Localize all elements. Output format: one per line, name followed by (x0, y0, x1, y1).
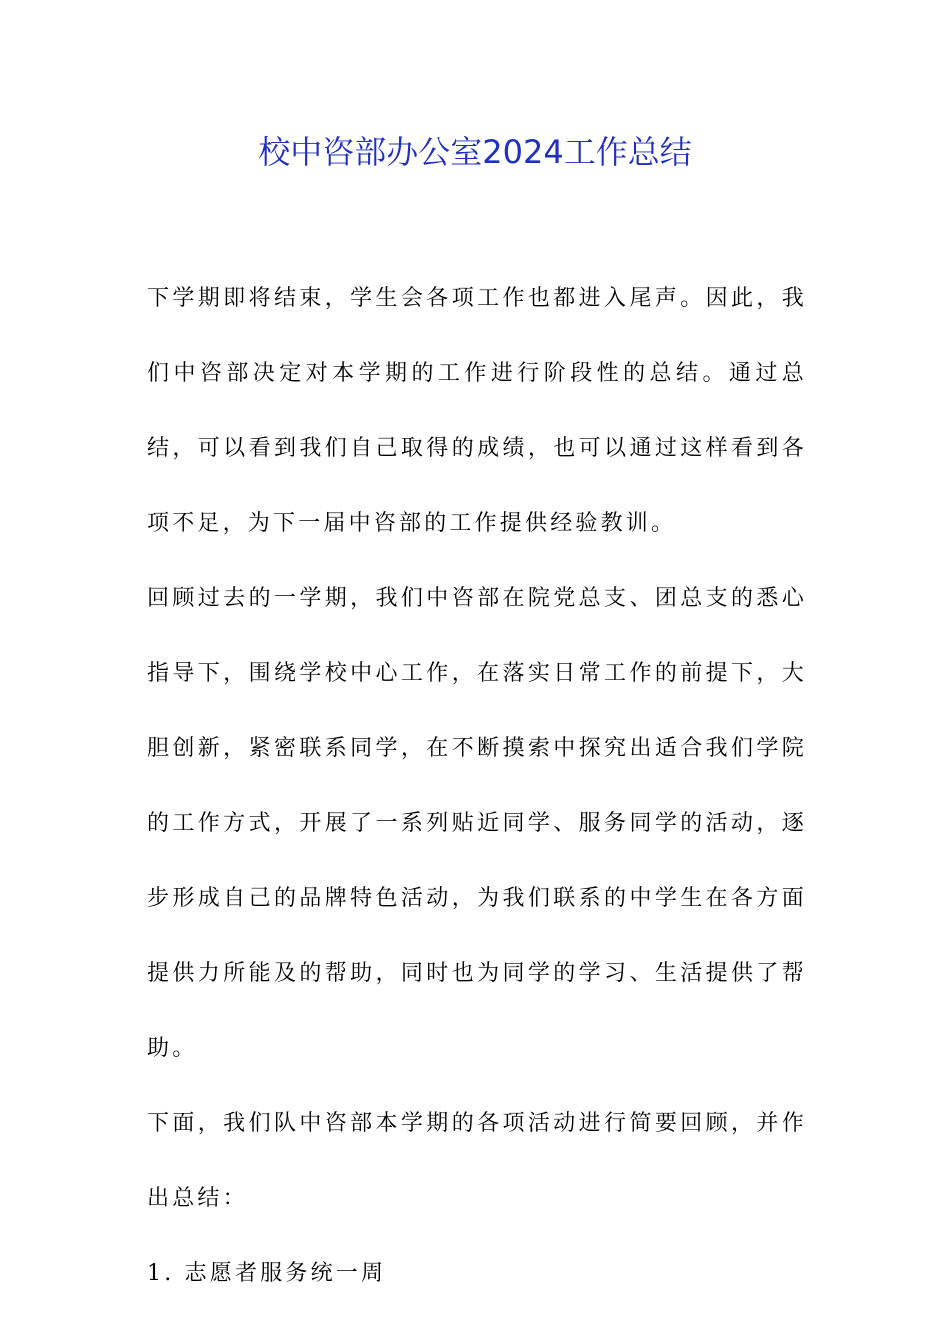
list-item-1: 1. 志愿者服务统一周 (147, 1261, 387, 1286)
document-title: 校中咨部办公室2024工作总结 (258, 133, 692, 171)
document-body (147, 261, 807, 1311)
paragraph-review: 回顾过去的一学期，我们中咨部在院党总支、团总支的悉心指导下，围绕学校中心工作，在落实日常工作的前提下，大胆创新，紧密联系同学，在不断摸索中探究出适合我们学院的工作方式，开展了一系列贴近同学、服务同学的活动，逐步形成自己的品牌特色活动，为我们联系的中学生在各方面提供力所能及的帮助，同时也为同学的学习、生活提供了帮助。 (147, 586, 807, 1061)
paragraph-summary-lead: 下面，我们队中咨部本学期的各项活动进行简要回顾，并作出总结： (147, 1111, 807, 1211)
paragraph-intro: 下学期即将结束，学生会各项工作也都进入尾声。因此，我们中咨部决定对本学期的工作进行阶段性的总结。通过总结，可以看到我们自己取得的成绩，也可以通过这样看到各项不足，为下一届中咨部的工作提供经验教训。 (147, 286, 807, 536)
